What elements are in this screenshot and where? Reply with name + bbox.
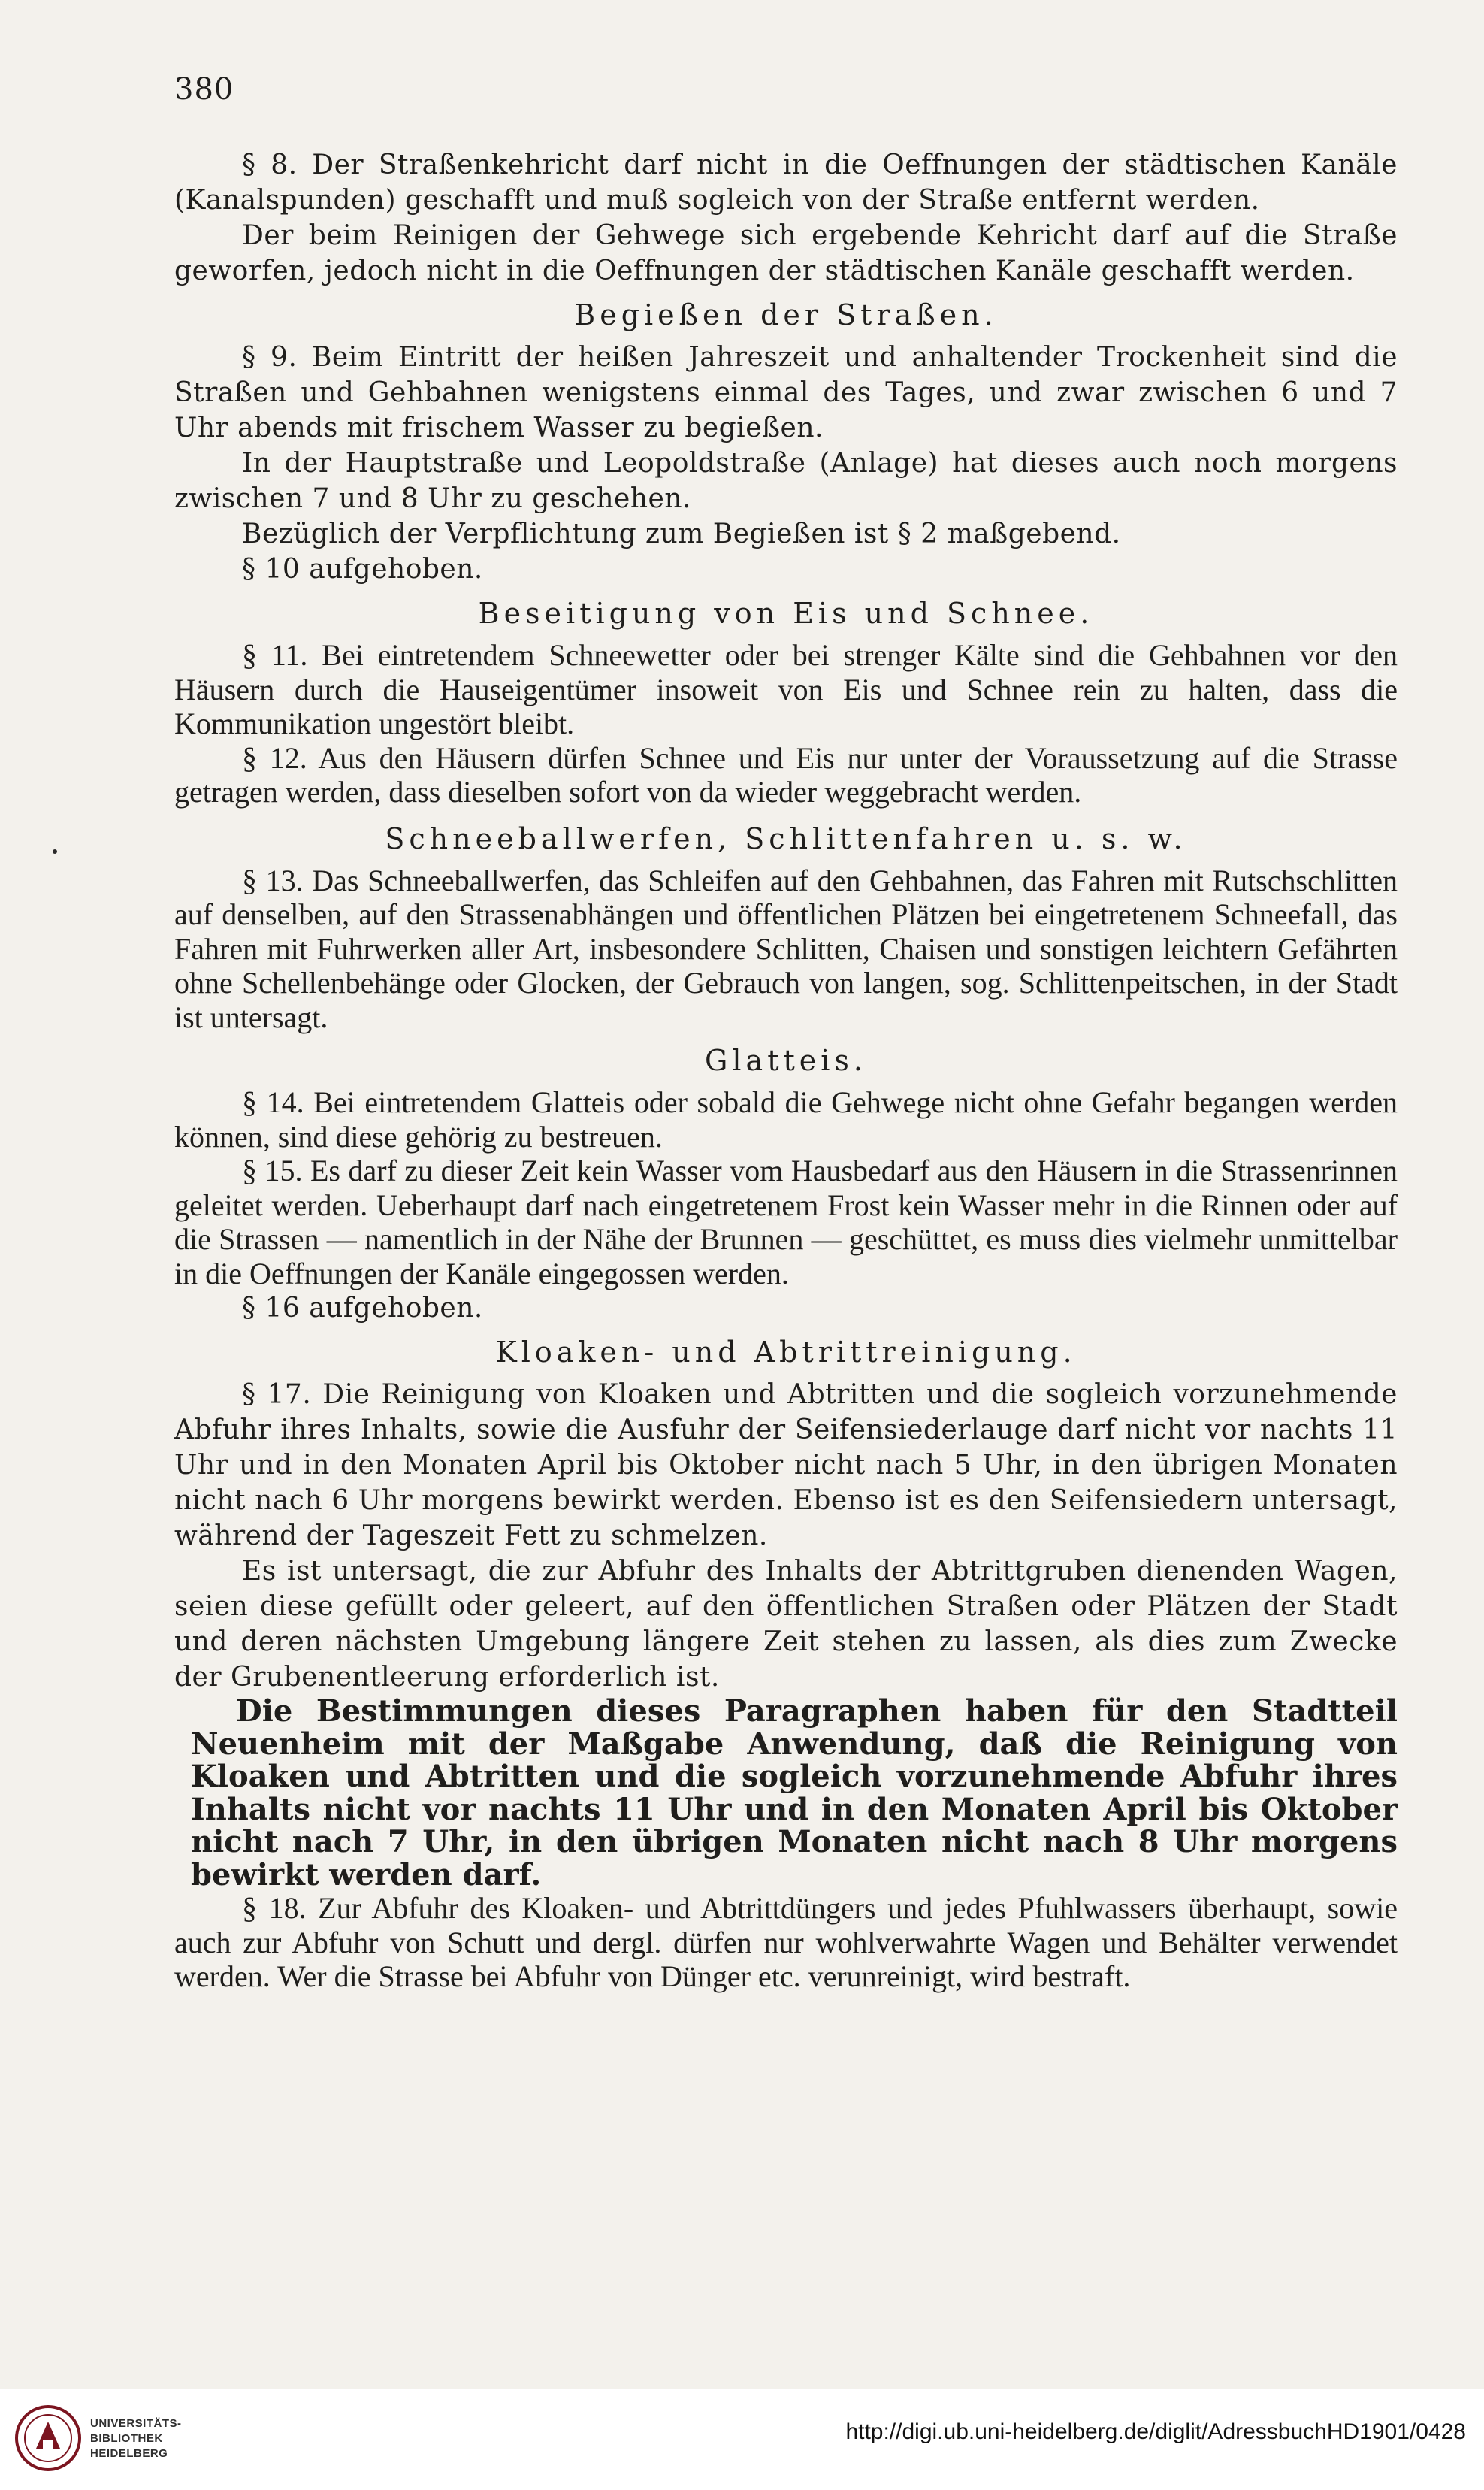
paragraph-s18: § 18. Zur Abfuhr des Kloaken- und Abtrittdüngers und jedes Pfuhlwassers überhaupt, sowie auch zur Abfuhr von Schutt und dergl. dürfen nur wohlverwahrte Wagen und Behälter verwendet werden. Wer die Strasse bei Abfuhr von Dünger etc. verunreinigt, wird bestraft.: [174, 1891, 1398, 1993]
paragraph-s13: § 13. Das Schneeballwerfen, das Schleifen auf den Gehbahnen, das Fahren mit Rutschschlitten auf denselben, auf den Strassenabhängen und öffentlichen Plätzen bei eingetretenem Schneefall, das Fahren mit Fuhrwerken aller Art, insbesondere Schlitten, Chaisen und sonstigen leichtern Gefährten ohne Schellenbehänge oder Glocken, der Gebrauch von langen, sog. Schlittenpeitschen, in der Stadt ist untersagt.: [174, 863, 1398, 1034]
paragraph-s14: § 14. Bei eintretendem Glatteis oder sobald die Gehwege nicht ohne Gefahr begangen werden können, sind diese gehörig zu bestreuen.: [174, 1085, 1398, 1154]
paragraph-s9-1: § 9. Beim Eintritt der heißen Jahreszeit und anhaltender Trockenheit sind die Straßen und Gehbahnen wenigstens einmal des Tages, und zwar zwischen 6 und 7 Uhr abends mit frischem Wasser zu begießen.: [174, 342, 1398, 443]
paragraph-s9-3: Bezüglich der Verpflichtung zum Begießen ist § 2 maßgebend.: [242, 519, 1121, 549]
library-name-line-2: BIBLIOTHEK: [90, 2432, 163, 2445]
heading-glatteis: Glatteis.: [705, 1044, 867, 1077]
paragraph-s10: § 10 aufgehoben.: [242, 554, 483, 585]
paragraph-s11: § 11. Bei eintretendem Schneewetter oder bei strenger Kälte sind die Gehbahnen vor den Häusern durch die Hauseigentümer insoweit von Eis und Schnee rein zu halten, dass die Kommunikation ungestört bleibt.: [174, 638, 1398, 740]
permalink-url[interactable]: http://digi.ub.uni-heidelberg.de/diglit/AdressbuchHD1901/0428: [845, 2419, 1466, 2444]
paragraph-s16: § 16 aufgehoben.: [242, 1293, 483, 1324]
page-body: [174, 147, 1398, 1994]
heading-begiessen: Begießen der Straßen.: [574, 298, 998, 331]
paragraph-s8-2: Der beim Reinigen der Gehwege sich ergebende Kehricht darf auf die Straße geworfen, jedoch nicht in die Oeffnungen der städtischen Kanäle geschafft werden.: [174, 220, 1398, 286]
university-library-logo-icon: [15, 2405, 81, 2471]
paragraph-s9-2: In der Hauptstraße und Leopoldstraße (Anlage) hat dieses auch noch morgens zwischen 7 und 8 Uhr zu geschehen.: [174, 448, 1398, 514]
margin-mark: [53, 849, 57, 854]
library-name: [90, 2416, 182, 2461]
paragraph-s15: § 15. Es darf zu dieser Zeit kein Wasser vom Hausbedarf aus den Häusern in die Strassenrinnen geleitet werden. Ueberhaupt darf nach eingetretenem Frost kein Wasser mehr in die Rinnen oder auf die Strassen — namentlich in der Nähe der Brunnen — geschüttet, es muss dies vielmehr unmittelbar in die Oeffnungen der Kanäle eingegossen werden.: [174, 1154, 1398, 1290]
paragraph-s12: § 12. Aus den Häusern dürfen Schnee und Eis nur unter der Voraussetzung auf die Strasse getragen werden, dass dieselben sofort von da wieder weggebracht werden.: [174, 740, 1398, 809]
paragraph-s17-2: Es ist untersagt, die zur Abfuhr des Inhalts der Abtrittgruben dienenden Wagen, seien diese gefüllt oder geleert, auf den öffentlichen Straßen oder Plätzen der Stadt und deren nächsten Umgebung längere Zeit stehen zu lassen, als dies zum Zwecke der Grubenentleerung erforderlich ist.: [174, 1556, 1398, 1693]
library-footer: [0, 2389, 1484, 2490]
paragraph-s17-1: § 17. Die Reinigung von Kloaken und Abtritten und die sogleich vorzunehmende Abfuhr ihres Inhalts, sowie die Ausfuhr der Seifensiederlauge darf nicht vor nachts 11 Uhr und in den Monaten April bis Oktober nicht nach 5 Uhr, in den übrigen Monaten nicht nach 6 Uhr morgens bewirkt werden. Ebenso ist es den Seifensiedern untersagt, während der Tageszeit Fett zu schmelzen.: [174, 1379, 1398, 1551]
library-name-line-3: HEIDELBERG: [90, 2447, 168, 2460]
library-name-line-1: UNIVERSITÄTS-: [90, 2417, 182, 2430]
heading-schneeballwerfen: Schneeballwerfen, Schlittenfahren u. s. w.: [385, 821, 1187, 855]
paragraph-s8-1: § 8. Der Straßenkehricht darf nicht in die Oeffnungen der städtischen Kanäle (Kanalspunden) geschafft und muß sogleich von der Straße entfernt werden.: [174, 150, 1398, 216]
heading-kloaken: Kloaken- und Abtrittreinigung.: [495, 1336, 1077, 1369]
paragraph-s17-bold-note: Die Bestimmungen dieses Paragraphen haben für den Stadtteil Neuenheim mit der Maßgabe Anwendung, daß die Reinigung von Kloaken und Abtritten und die sogleich vorzunehmende Abfuhr ihres Inhalts nicht vor nachts 11 Uhr und in den Monaten April bis Oktober nicht nach 7 Uhr, in den übrigen Monaten nicht nach 8 Uhr morgens bewirkt werden darf.: [191, 1693, 1398, 1892]
page-number: 380: [174, 72, 234, 107]
heading-eis-schnee: Beseitigung von Eis und Schnee.: [478, 597, 1094, 630]
